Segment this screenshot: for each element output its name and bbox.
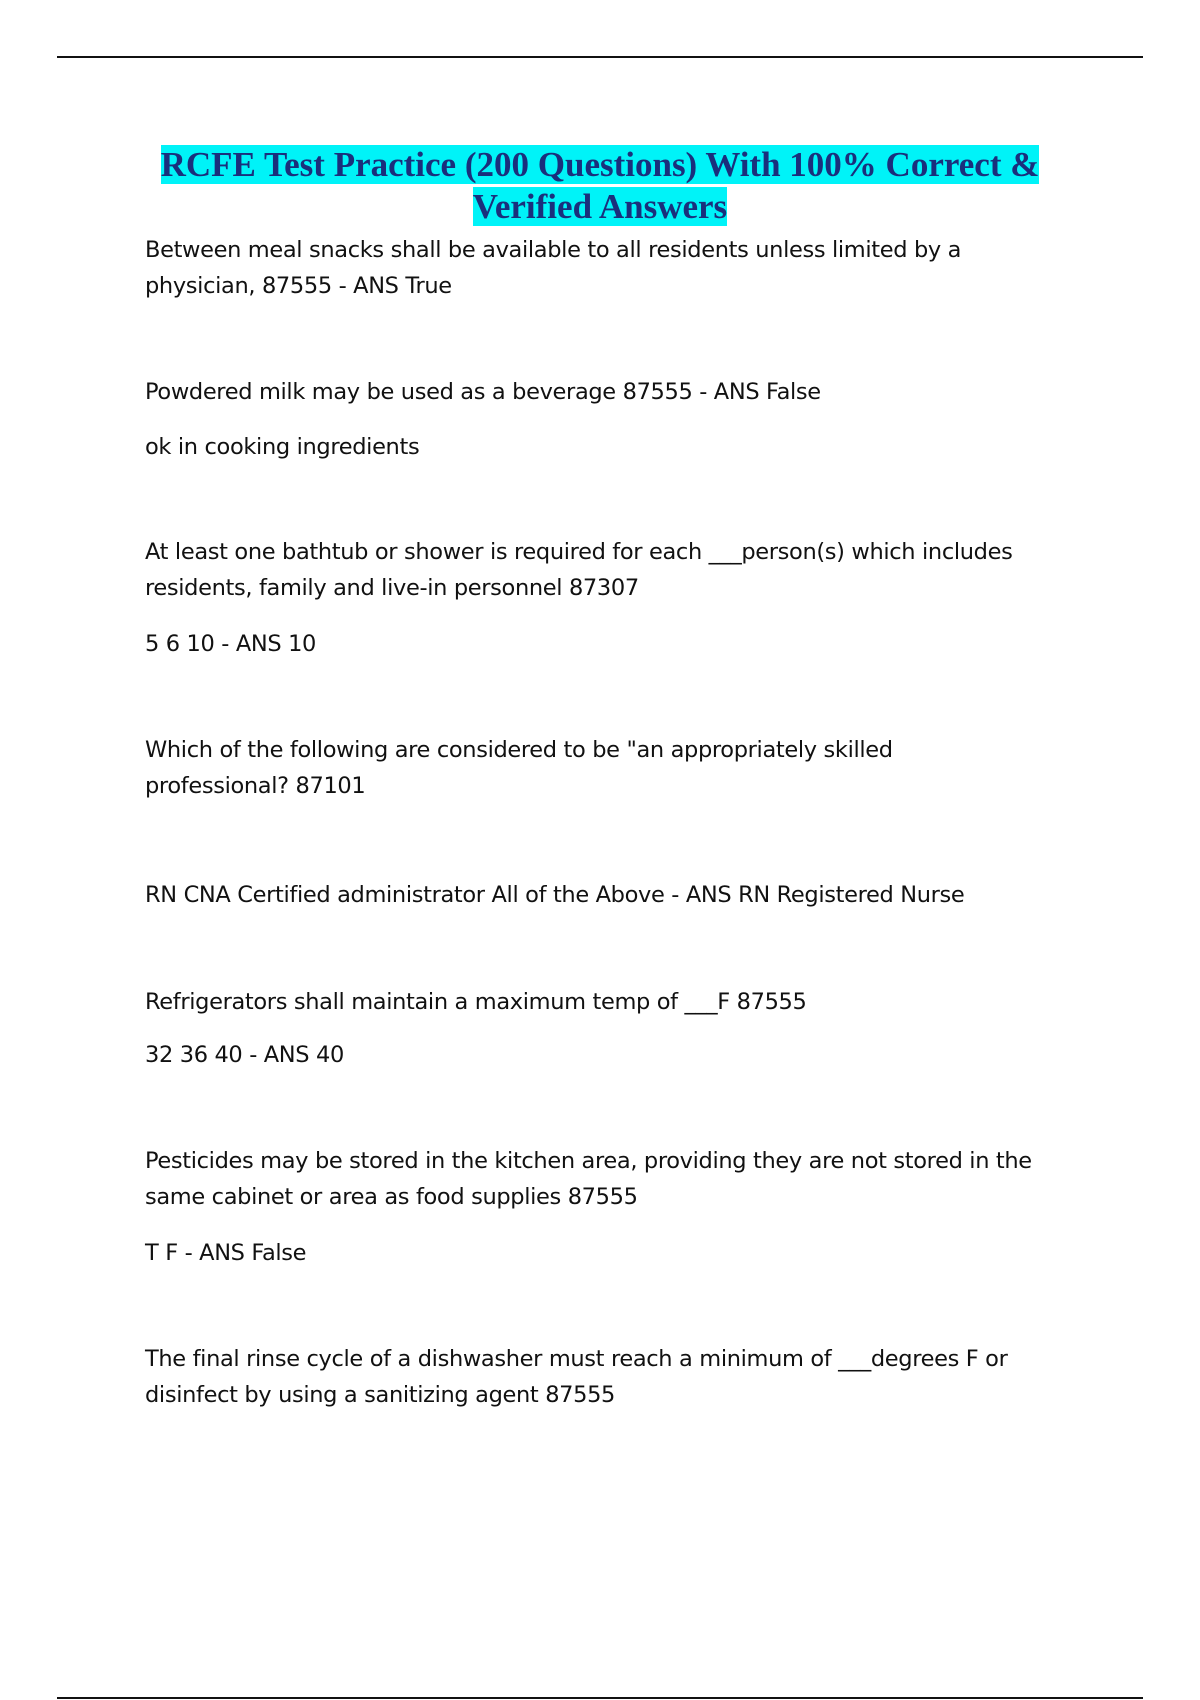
paragraph bbox=[145, 984, 1085, 1020]
paragraph-line: Which of the following are considered to be "an appropriately skilled bbox=[145, 737, 893, 763]
paragraph bbox=[145, 732, 1085, 804]
paragraph-line: Refrigerators shall maintain a maximum temp of ___F 87555 bbox=[145, 989, 807, 1015]
paragraph-line: RN CNA Certified administrator All of the Above - ANS RN Registered Nurse bbox=[145, 882, 965, 908]
paragraph-line: residents, family and live-in personnel 87307 bbox=[145, 575, 639, 601]
paragraph bbox=[145, 1143, 1085, 1215]
paragraph-line: ok in cooking ingredients bbox=[145, 434, 420, 460]
paragraph bbox=[145, 232, 1085, 304]
paragraph bbox=[145, 1235, 1085, 1271]
paragraph-line: At least one bathtub or shower is required for each ___person(s) which includes bbox=[145, 539, 1013, 565]
paragraph bbox=[145, 534, 1085, 606]
paragraph-line: T F - ANS False bbox=[145, 1240, 307, 1266]
document-title bbox=[120, 144, 1080, 228]
paragraph-line: professional? 87101 bbox=[145, 773, 366, 799]
paragraph-line: physician, 87555 - ANS True bbox=[145, 273, 452, 299]
paragraph-line: same cabinet or area as food supplies 87555 bbox=[145, 1184, 638, 1210]
paragraph bbox=[145, 877, 1085, 913]
paragraph bbox=[145, 374, 1085, 410]
paragraph bbox=[145, 1341, 1085, 1413]
paragraph-line: 5 6 10 - ANS 10 bbox=[145, 631, 317, 657]
paragraph-line: The final rinse cycle of a dishwasher must reach a minimum of ___degrees F or bbox=[145, 1346, 1008, 1372]
paragraph bbox=[145, 1037, 1085, 1073]
title-line-1: RCFE Test Practice (200 Questions) With 100% Correct & bbox=[160, 145, 1040, 184]
top-rule bbox=[57, 56, 1143, 58]
bottom-rule bbox=[57, 1697, 1143, 1699]
paragraph bbox=[145, 626, 1085, 662]
title-line-2: Verified Answers bbox=[472, 187, 728, 226]
paragraph-line: Between meal snacks shall be available to all residents unless limited by a bbox=[145, 237, 962, 263]
paragraph-line: disinfect by using a sanitizing agent 87555 bbox=[145, 1382, 616, 1408]
paragraph bbox=[145, 429, 1085, 465]
paragraph-line: 32 36 40 - ANS 40 bbox=[145, 1042, 344, 1068]
paragraph-line: Pesticides may be stored in the kitchen area, providing they are not stored in the bbox=[145, 1148, 1032, 1174]
paragraph-line: Powdered milk may be used as a beverage 87555 - ANS False bbox=[145, 379, 821, 405]
